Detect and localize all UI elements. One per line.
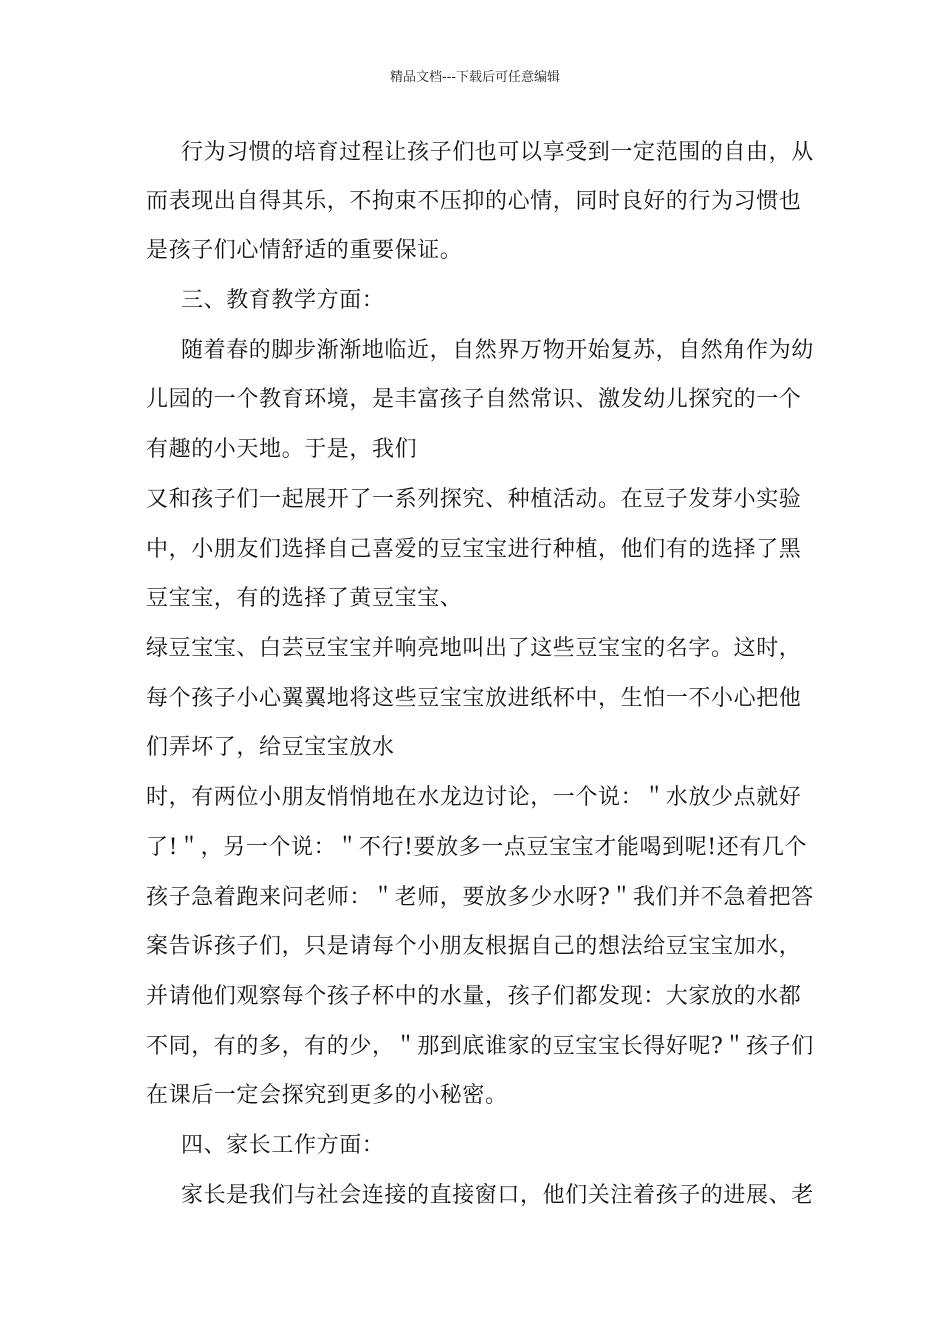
text-line: 家长是我们与社会连接的直接窗口，他们关注着孩子的进展、老 bbox=[181, 1183, 814, 1208]
text-line: 时，有两位小朋友悄悄地在水龙边讨论，一个说：＂水放少点就好 bbox=[146, 785, 802, 810]
text-line: 而表现出自得其乐，不拘束不压抑的心情，同时良好的行为习惯也 bbox=[146, 189, 802, 214]
text-line: 了!＂，另一个说：＂不行!要放多一点豆宝宝才能喝到呢!还有几个 bbox=[146, 835, 808, 860]
text-line: 不同，有的多，有的少，＂那到底谁家的豆宝宝长得好呢?＂孩子们 bbox=[146, 1034, 814, 1059]
text-line: 并请他们观察每个孩子杯中的水量，孩子们都发现：大家放的水都 bbox=[146, 984, 802, 1009]
text-line: 行为习惯的培育过程让孩子们也可以享受到一定范围的自由，从 bbox=[181, 140, 814, 165]
page-header: 精品文档---下载后可任意编辑 bbox=[389, 70, 561, 85]
text-line: 又和孩子们一起展开了一系列探究、种植活动。在豆子发芽小实验 bbox=[146, 487, 802, 512]
text-line: 有趣的小天地。于是，我们 bbox=[146, 437, 418, 462]
text-line: 是孩子们心情舒适的重要保证。 bbox=[146, 238, 463, 263]
text-line: 随着春的脚步渐渐地临近，自然界万物开始复苏，自然角作为幼 bbox=[181, 338, 814, 363]
section-heading: 四、家长工作方面： bbox=[181, 1133, 385, 1158]
text-line: 中，小朋友们选择自己喜爱的豆宝宝进行种植，他们有的选择了黑 bbox=[146, 537, 802, 562]
text-line: 儿园的一个教育环境，是丰富孩子自然常识、激发幼儿探究的一个 bbox=[146, 387, 802, 412]
text-line: 每个孩子小心翼翼地将这些豆宝宝放进纸杯中，生怕一不小心把他 bbox=[146, 686, 802, 711]
text-line: 豆宝宝，有的选择了黄豆宝宝、 bbox=[146, 586, 463, 611]
text-line: 绿豆宝宝、白芸豆宝宝并响亮地叫出了这些豆宝宝的名字。这时， bbox=[146, 636, 802, 661]
text-line: 在课后一定会探究到更多的小秘密。 bbox=[146, 1083, 508, 1108]
text-line: 们弄坏了，给豆宝宝放水 bbox=[146, 735, 395, 760]
section-heading: 三、教育教学方面： bbox=[181, 288, 385, 313]
text-line: 案告诉孩子们，只是请每个小朋友根据自己的想法给豆宝宝加水， bbox=[146, 934, 802, 959]
text-line: 孩子急着跑来问老师：＂老师，要放多少水呀?＂我们并不急着把答 bbox=[146, 885, 814, 910]
